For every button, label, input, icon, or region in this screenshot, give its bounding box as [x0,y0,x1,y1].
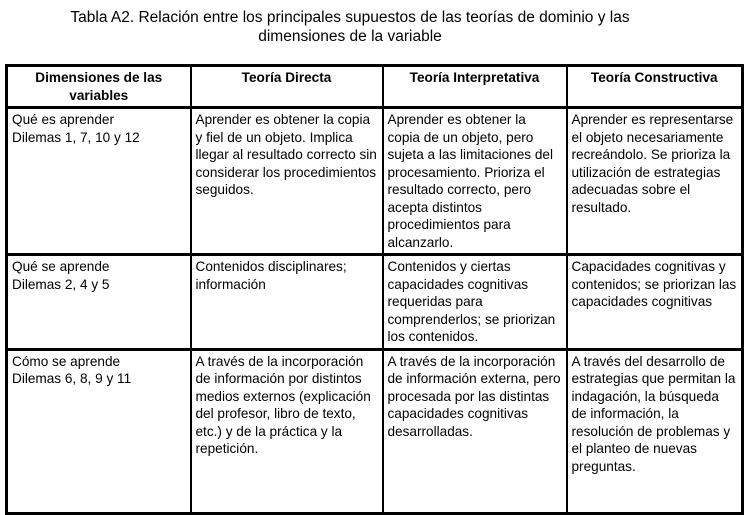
dimension-label: Qué es aprender [12,112,115,127]
cell-constructiva: A través del desarrollo de estrategias que permitan la indagación, la búsqueda de información, la resolución de problemas y el planteo de nuevas preguntas. [567,349,743,513]
cell-interpretativa: Aprender es obtener la copia de un objeto, pero sujeta a las limitaciones del procesamiento. Prioriza el resultado correcto, pero acepta distintos procedimientos para alcanzarlo. [383,108,567,255]
cell-directa: Aprender es obtener la copia y fiel de un objeto. Implica llegar al resultado correcto sin considerar los procedimientos seguidos. [191,108,383,255]
header-row [7,66,743,108]
header-teoria-interpretativa: Teoría Interpretativa [383,66,567,108]
cell-directa: A través de la incorporación de información por distintos medios externos (explicación del profesor, libro de texto, etc.) y de la práctica y la repetición. [191,349,383,513]
dimension-label: Cómo se aprende [12,353,121,369]
cell-interpretativa: A través de la incorporación de información externa, pero procesada por las distintas capacidades cognitivas desarrolladas. [383,349,567,513]
dilemas-label: Dilemas 1, 7, 10 y 12 [12,129,140,145]
dimension-cell [7,255,191,350]
dimension-label: Qué se aprende [12,259,110,274]
table-row [7,349,743,513]
dimension-cell [7,108,191,255]
comparison-table [5,64,744,515]
caption-line-2: dimensiones de la variable [258,28,442,45]
table-row [7,108,743,255]
dilemas-label: Dilemas 2, 4 y 5 [12,276,110,292]
cell-interpretativa: Contenidos y ciertas capacidades cognitivas requeridas para comprenderlos; se priorizan los contenidos. [383,255,567,350]
table-caption [0,8,700,46]
dimension-cell [7,349,191,513]
header-teoria-constructiva: Teoría Constructiva [567,66,743,108]
cell-directa: Contenidos disciplinares; información [191,255,383,350]
header-dimensiones: Dimensiones de las variables [7,66,191,108]
dilemas-label: Dilemas 6, 8, 9 y 11 [12,371,132,386]
cell-constructiva: Capacidades cognitivas y contenidos; se priorizan las capacidades cognitivas [567,255,743,350]
caption-line-1: Tabla A2. Relación entre los principales supuestos de las teorías de dominio y las [70,9,630,26]
table-row [7,255,743,350]
header-teoria-directa: Teoría Directa [191,66,383,108]
cell-constructiva: Aprender es representarse el objeto necesariamente recreándolo. Se prioriza la utilización de estrategias adecuadas sobre el resultado. [567,108,743,255]
